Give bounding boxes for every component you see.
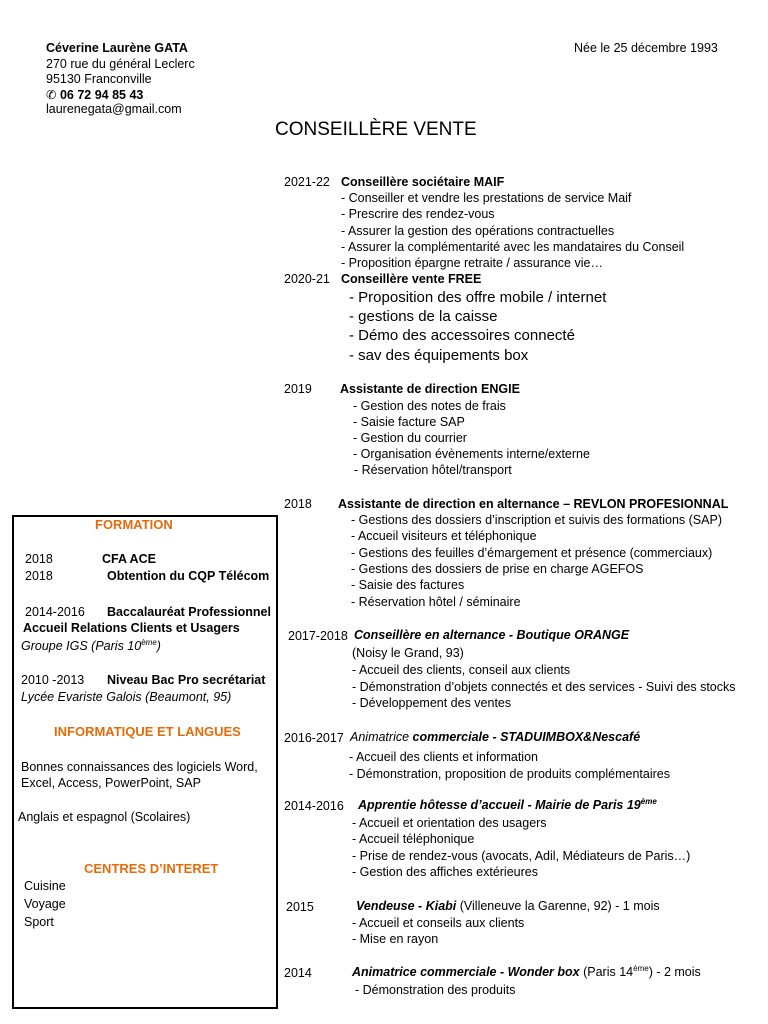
exp-item: - Accueil des clients et information (349, 750, 538, 764)
address-line-1: 270 rue du général Leclerc (46, 57, 195, 71)
exp-item: - Réservation hôtel/transport (354, 463, 512, 477)
formation-year: 2014-2016 (25, 605, 85, 619)
exp-years: 2014 (284, 966, 312, 980)
exp-item: - Accueil des clients, conseil aux clients (352, 663, 571, 677)
exp-location: (Noisy le Grand, 93) (352, 646, 464, 660)
exp-detail (583, 965, 701, 979)
exp-years: 2020-21 (284, 272, 330, 286)
exp-item: - gestions de la caisse (349, 308, 498, 325)
exp-item: - Gestions des dossiers de prise en charge AGEFOS (351, 562, 644, 576)
formation-label: Niveau Bac Pro secrétariat (107, 673, 266, 687)
formation-label: Obtention du CQP Télécom (107, 569, 270, 583)
exp-item: - Gestion des notes de frais (353, 399, 506, 413)
phone-number: 06 72 94 85 43 (59, 88, 144, 102)
exp-years: 2021-22 (284, 175, 330, 189)
exp-title: Conseillère vente FREE (341, 272, 482, 286)
exp-item: - Saisie des factures (351, 578, 465, 592)
exp-detail: (Villeneuve la Garenne, 92) - 1 mois (459, 899, 660, 913)
formation-heading: FORMATION (95, 517, 173, 532)
address-line-2: 95130 Franconville (46, 72, 152, 86)
exp-years: 2015 (286, 900, 314, 914)
exp-item: - Assurer la gestion des opérations contractuelles (341, 224, 615, 238)
exp-years: 2017-2018 (288, 629, 348, 643)
formation-year: 2010 -2013 (21, 673, 85, 687)
exp-item: - Accueil téléphonique (352, 832, 475, 846)
exp-item: - Organisation évènements interne/externe (353, 447, 590, 461)
exp-item: - sav des équipements box (349, 347, 529, 364)
exp-item: - Démonstration d’objets connectés et des services - Suivi des stocks (352, 680, 736, 694)
exp-detail-a: (Paris 14 (583, 965, 634, 980)
exp-item: - Gestions des feuilles d’émargement et présence (commerciaux) (351, 546, 713, 560)
exp-title-plain: Animatrice (350, 730, 410, 744)
exp-item: - Proposition des offre mobile / internet (349, 289, 607, 306)
interests-heading: CENTRES D’INTERET (84, 861, 219, 876)
languages: Anglais et espagnol (Scolaires) (18, 810, 191, 824)
exp-item: - Démo des accessoires connecté (349, 327, 575, 344)
formation-year: 2018 (25, 569, 53, 583)
exp-item: - Accueil et orientation des usagers (352, 816, 547, 830)
interest-item: Sport (24, 915, 54, 929)
school-a: Groupe IGS (Paris 10 (21, 639, 142, 654)
page-title: CONSEILLÈRE VENTE (275, 119, 477, 140)
exp-title-text: Vendeuse - Kiabi (356, 899, 457, 913)
exp-item: - Démonstration des produits (355, 983, 516, 997)
exp-years: 2016-2017 (284, 731, 344, 745)
it-heading: INFORMATIQUE ET LANGUES (54, 724, 241, 739)
exp-item: - Développement des ventes (352, 696, 512, 710)
exp-title-text: Apprentie hôtesse d’accueil - Mairie de Paris 19 (358, 798, 641, 813)
exp-item: - Réservation hôtel / séminaire (351, 595, 521, 609)
exp-title (358, 797, 657, 812)
exp-item: - Gestions des dossiers d’inscription et suivis des formations (SAP) (351, 513, 722, 527)
interest-item: Voyage (24, 897, 66, 911)
exp-title-text: Animatrice commerciale - Wonder box (352, 965, 580, 980)
exp-title-sup: ème (640, 797, 657, 806)
exp-item: - Saisie facture SAP (353, 415, 465, 429)
formation-school (21, 638, 161, 653)
exp-years: 2014-2016 (284, 799, 344, 813)
formation-school: Lycée Evariste Galois (Beaumont, 95) (21, 690, 232, 704)
formation-label: CFA ACE (102, 552, 156, 566)
exp-title: Assistante de direction en alternance – REVLON PROFESIONNAL (338, 497, 729, 511)
exp-title (352, 964, 701, 979)
formation-label-2: Accueil Relations Clients et Usagers (23, 621, 240, 635)
exp-title: Conseillère sociétaire MAIF (341, 175, 505, 189)
school-sup: ème (141, 638, 157, 647)
interest-item: Cuisine (24, 879, 66, 893)
exp-detail-b: ) - 2 mois (648, 965, 701, 980)
exp-item: - Accueil visiteurs et téléphonique (351, 529, 537, 543)
it-skills-line-2: Excel, Access, PowerPoint, SAP (21, 776, 201, 790)
exp-years: 2018 (284, 497, 312, 511)
exp-title (356, 899, 660, 913)
exp-title-bold: commerciale - STADUIMBOX&Nescafé (412, 730, 641, 744)
birth-date: Née le 25 décembre 1993 (574, 41, 718, 55)
email: laurenegata@gmail.com (46, 102, 182, 116)
exp-item: - Prise de rendez-vous (avocats, Adil, Médiateurs de Paris…) (352, 849, 691, 863)
exp-item: - Accueil et conseils aux clients (352, 916, 525, 930)
candidate-name: Céverine Laurène GATA (46, 41, 188, 55)
formation-year: 2018 (25, 552, 53, 566)
exp-item: - Conseiller et vendre les prestations de service Maif (341, 191, 632, 205)
exp-item: - Assurer la complémentarité avec les mandataires du Conseil (341, 240, 685, 254)
it-skills-line-1: Bonnes connaissances des logiciels Word, (21, 760, 258, 774)
exp-item: - Prescrire des rendez-vous (341, 207, 495, 221)
formation-label: Baccalauréat Professionnel (107, 605, 271, 619)
phone-line (46, 87, 143, 102)
exp-detail-sup: ème (633, 964, 649, 973)
exp-title (350, 730, 640, 744)
school-b: ) (156, 639, 161, 654)
exp-item: - Proposition épargne retraite / assurance vie… (341, 256, 603, 270)
phone-icon: ✆ (46, 88, 57, 102)
exp-title: Conseillère en alternance - Boutique ORANGE (354, 628, 630, 642)
exp-item: - Gestion du courrier (353, 431, 467, 445)
exp-years: 2019 (284, 382, 312, 396)
exp-item: - Mise en rayon (352, 932, 439, 946)
exp-item: - Gestion des affiches extérieures (352, 865, 538, 879)
exp-title: Assistante de direction ENGIE (340, 382, 520, 396)
exp-item: - Démonstration, proposition de produits complémentaires (349, 767, 670, 781)
